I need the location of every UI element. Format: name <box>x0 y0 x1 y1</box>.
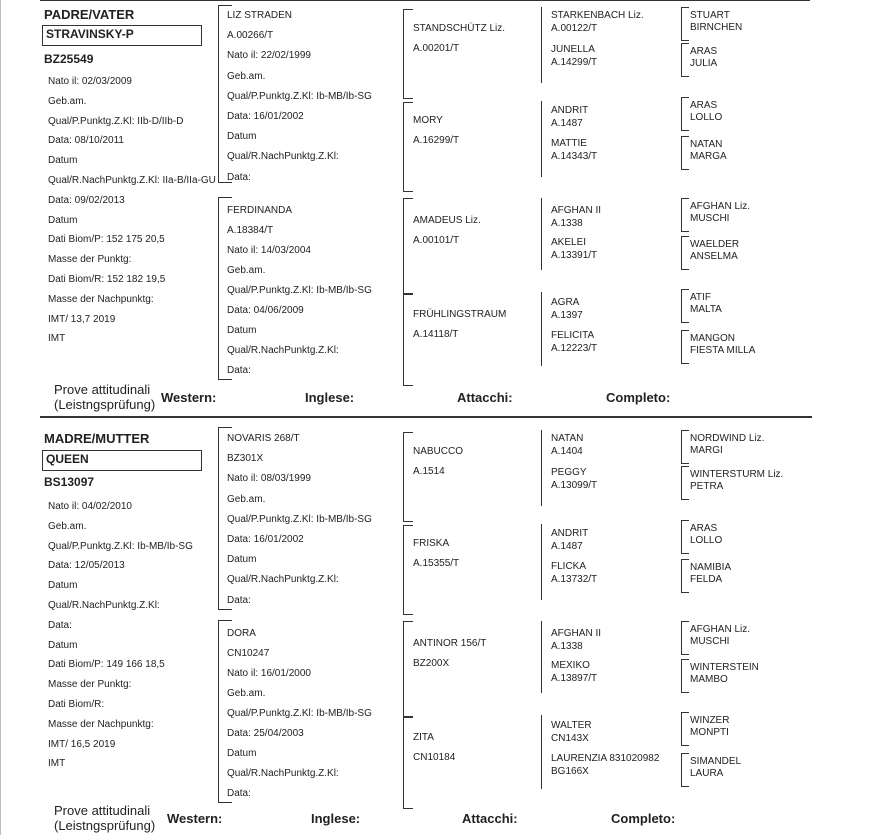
dam-gen1-a-line: Nato il: 08/03/1999 <box>227 473 311 485</box>
sire-gen4-name2: MUSCHI <box>690 213 730 224</box>
page-edge <box>0 0 1 835</box>
dam-gen4-name2: MAMBO <box>690 674 728 685</box>
sire-gen4-bracket <box>681 97 689 131</box>
dam-gen2-name: NABUCCO <box>413 446 464 457</box>
dam-gen3-reg: A.1338 <box>551 641 583 652</box>
sire-gen1-b-line: FERDINANDA <box>227 205 293 216</box>
section-divider <box>40 416 812 418</box>
sire-gen1-a-line: Nato il: 22/02/1999 <box>227 50 311 62</box>
sire-gen2-reg: A.00201/T <box>413 43 460 54</box>
sire-gen4-name2: MARGA <box>690 151 727 162</box>
dam-gen3-reg: A.1404 <box>551 446 583 457</box>
sire-gen4-name2: FIESTA MILLA <box>690 345 756 356</box>
sire-gen3-reg: A.14299/T <box>551 57 598 68</box>
sire-gen1-a-line: Data: 16/01/2002 <box>227 111 304 122</box>
dam-gen4-name: WINTERSTEIN <box>690 662 759 673</box>
sire-heading: PADRE/VATER <box>44 7 135 22</box>
sire-gen3-bracket <box>541 198 542 270</box>
sire-gen2-name: AMADEUS Liz. <box>413 215 481 226</box>
dam-detail-line: Masse der Nachpunktg: <box>48 718 154 730</box>
sire-gen4-name: STUART <box>690 10 730 21</box>
sire-detail-line: Data: 08/10/2011 <box>48 135 124 147</box>
dam-gen4-name2: PETRA <box>690 481 724 492</box>
dam-gen2-bracket <box>403 525 413 615</box>
sire-gen4-bracket <box>681 7 689 41</box>
dam-western-label: Western: <box>167 811 223 826</box>
sire-gen2-name: FRÜHLINGSTRAUM <box>413 309 507 320</box>
sire-gen2-bracket <box>403 198 413 294</box>
dam-gen2-bracket <box>403 717 413 809</box>
dam-gen3-name: LAURENZIA 831020982 <box>551 753 660 764</box>
dam-gen2-reg: A.15355/T <box>413 558 460 569</box>
dam-gen2-reg: CN10184 <box>413 752 456 763</box>
dam-gen3-name: WALTER <box>551 720 592 731</box>
dam-detail-line: Dati Biom/R: <box>48 699 105 710</box>
sire-gen1-a-line: Qual/P.Punktg.Z.Kl: Ib-MB/Ib-SG <box>227 90 372 102</box>
sire-gen2-bracket <box>403 102 413 192</box>
sire-western-label: Western: <box>161 390 217 405</box>
dam-gen4-name: SIMANDEL <box>690 756 742 767</box>
sire-gen3-reg: A.13391/T <box>551 250 598 261</box>
sire-name: STRAVINSKY-P <box>42 25 202 46</box>
sire-gen1-b-line: Data: <box>227 365 251 376</box>
sire-leistung-label: (Leistngsprüfung) <box>54 397 156 412</box>
dam-gen1-b-line: Qual/R.NachPunktg.Z.Kl: <box>227 768 339 779</box>
dam-gen1-a-line: Data: <box>227 594 251 606</box>
dam-gen1-b-line: Qual/P.Punktg.Z.Kl: Ib-MB/Ib-SG <box>227 708 372 719</box>
sire-detail-line: Masse der Punktg: <box>48 254 132 266</box>
sire-gen3-name: ANDRIT <box>551 105 589 116</box>
dam-gen1-a-line: Qual/R.NachPunktg.Z.Kl: <box>227 574 339 586</box>
sire-gen1-a-line: Datum <box>227 131 257 143</box>
dam-gen3-reg: A.13897/T <box>551 673 598 684</box>
sire-attacchi-label: Attacchi: <box>457 390 513 405</box>
dam-gen1-a-line: Geb.am. <box>227 493 266 505</box>
dam-gen3-reg: BG166X <box>551 766 589 777</box>
dam-gen4-name2: MARGI <box>690 445 723 456</box>
dam-gen4-name: WINTERSTURM Liz. <box>690 469 784 480</box>
dam-gen4-name2: MONPTI <box>690 727 729 738</box>
dam-gen3-bracket <box>541 430 542 506</box>
dam-gen4-bracket <box>681 659 689 693</box>
dam-attacchi-label: Attacchi: <box>462 811 518 826</box>
dam-gen1-a-line: NOVARIS 268/T <box>227 433 300 444</box>
sire-gen1-a-line: LIZ STRADEN <box>227 10 293 21</box>
dam-gen1-a-line: Datum <box>227 554 257 566</box>
dam-gen3-name: FLICKA <box>551 561 587 572</box>
sire-gen4-name2: BIRNCHEN <box>690 22 743 33</box>
dam-gen1-b-line: Data: <box>227 788 251 799</box>
dam-gen3-name: NATAN <box>551 433 584 444</box>
dam-gen1-a-line: BZ301X <box>227 453 264 465</box>
sire-gen3-reg: A.1338 <box>551 218 583 229</box>
sire-gen3-reg: A.1397 <box>551 310 583 321</box>
dam-prove-label: Prove attitudinali <box>54 803 151 818</box>
dam-gen4-bracket <box>681 712 689 746</box>
sire-gen2-bracket <box>403 294 413 386</box>
sire-gen2-name: MORY <box>413 115 443 126</box>
sire-gen3-bracket <box>541 101 542 177</box>
sire-gen4-name2: LOLLO <box>690 112 723 123</box>
dam-detail-line: Nato il: 04/02/2010 <box>48 501 132 512</box>
dam-gen4-name2: LOLLO <box>690 535 723 546</box>
dam-gen1-b-line: DORA <box>227 628 256 639</box>
sire-gen1-b-line: Datum <box>227 325 257 336</box>
sire-gen4-name: NATAN <box>690 139 723 150</box>
dam-gen1-b-line: Nato il: 16/01/2000 <box>227 668 311 679</box>
sire-gen1-a-line: Qual/R.NachPunktg.Z.Kl: <box>227 151 339 163</box>
dam-gen3-name: MEXIKO <box>551 660 590 671</box>
top-rule <box>40 0 810 1</box>
dam-gen3-reg: A.13732/T <box>551 574 598 585</box>
dam-gen4-name2: FELDA <box>690 574 723 585</box>
sire-detail-line: Geb.am. <box>48 95 87 107</box>
dam-detail-line: Datum <box>48 580 78 592</box>
sire-gen4-name: AFGHAN Liz. <box>690 201 751 212</box>
sire-gen4-name: ARAS <box>690 100 718 111</box>
dam-gen2-bracket <box>403 621 413 717</box>
dam-gen1-a-line: Qual/P.Punktg.Z.Kl: Ib-MB/Ib-SG <box>227 513 372 525</box>
dam-gen1-b-line: Data: 25/04/2003 <box>227 728 304 739</box>
sire-gen3-name: AKELEI <box>551 237 587 248</box>
dam-gen1-b-line: Geb.am. <box>227 688 266 699</box>
dam-gen3-bracket <box>541 621 542 693</box>
sire-detail-line: IMT <box>48 333 66 345</box>
dam-gen4-bracket <box>681 520 689 554</box>
sire-gen2-reg: A.00101/T <box>413 235 460 246</box>
sire-gen4-bracket <box>681 43 689 77</box>
sire-gen4-bracket <box>681 236 689 270</box>
dam-detail-line: Masse der Punktg: <box>48 679 132 691</box>
sire-gen1-b-line: A.18384/T <box>227 225 274 236</box>
dam-gen4-name2: LAURA <box>690 768 724 779</box>
sire-gen4-bracket <box>681 330 689 364</box>
sire-gen3-name: STARKENBACH Liz. <box>551 10 644 21</box>
dam-detail-line: Datum <box>48 639 78 651</box>
sire-id: BZ25549 <box>44 52 94 66</box>
sire-gen2-bracket <box>403 9 413 99</box>
dam-gen4-bracket <box>681 466 689 500</box>
dam-gen4-bracket <box>681 559 689 593</box>
dam-gen3-reg: CN143X <box>551 733 589 744</box>
sire-gen1-b-line: Qual/P.Punktg.Z.Kl: Ib-MB/Ib-SG <box>227 285 372 296</box>
sire-completo-label: Completo: <box>606 390 671 405</box>
sire-gen4-name: ATIF <box>690 292 711 303</box>
sire-gen4-name: WAELDER <box>690 239 740 250</box>
dam-gen3-name: PEGGY <box>551 467 587 478</box>
dam-gen3-name: ANDRIT <box>551 528 589 539</box>
dam-detail-line: IMT <box>48 758 66 770</box>
sire-gen3-bracket <box>541 7 542 83</box>
sire-gen4-bracket <box>681 289 689 323</box>
sire-detail-line: IMT/ 13,7 2019 <box>48 313 116 325</box>
dam-gen2-reg: BZ200X <box>413 658 450 669</box>
dam-gen3-reg: A.1487 <box>551 541 583 552</box>
sire-gen4-name2: ANSELMA <box>690 251 738 262</box>
dam-detail-line: IMT/ 16,5 2019 <box>48 738 116 750</box>
sire-detail-line: Qual/P.Punktg.Z.Kl: IIb-D/IIb-D <box>48 115 184 127</box>
dam-detail-line: Dati Biom/P: 149 166 18,5 <box>48 659 165 671</box>
sire-detail-line: Dati Biom/R: 152 182 19,5 <box>48 274 166 285</box>
dam-gen3-bracket <box>541 524 542 600</box>
sire-gen3-name: FELICITA <box>551 330 595 341</box>
dam-completo-label: Completo: <box>611 811 676 826</box>
sire-gen1-b-line: Data: 04/06/2009 <box>227 305 304 316</box>
sire-detail-line: Dati Biom/P: 152 175 20,5 <box>48 234 165 246</box>
sire-gen2-reg: A.16299/T <box>413 135 460 146</box>
sire-gen1-b-line: Nato il: 14/03/2004 <box>227 245 311 256</box>
dam-gen2-name: FRISKA <box>413 538 450 549</box>
dam-gen3-bracket <box>541 715 542 789</box>
sire-gen3-name: AGRA <box>551 297 580 308</box>
dam-detail-line: Data: 12/05/2013 <box>48 560 125 572</box>
sire-detail-line: Qual/R.NachPunktg.Z.Kl: IIa-B/IIa-GU <box>48 175 216 186</box>
dam-detail-line: Qual/P.Punktg.Z.Kl: Ib-MB/Ib-SG <box>48 540 193 552</box>
sire-gen1-b-line: Geb.am. <box>227 265 266 276</box>
dam-gen4-name: ARAS <box>690 523 718 534</box>
dam-gen1-a-line: Data: 16/01/2002 <box>227 534 304 545</box>
sire-gen3-reg: A.1487 <box>551 118 583 129</box>
sire-gen4-name: ARAS <box>690 46 718 57</box>
sire-detail-line: Masse der Nachpunktg: <box>48 293 154 305</box>
dam-gen1-b-line: Datum <box>227 748 257 759</box>
sire-gen4-bracket <box>681 136 689 170</box>
sire-gen3-bracket <box>541 292 542 366</box>
sire-prove-label: Prove attitudinali <box>54 382 151 397</box>
sire-gen2-reg: A.14118/T <box>413 329 459 340</box>
sire-inglese-label: Inglese: <box>305 390 355 405</box>
sire-gen3-name: JUNELLA <box>551 44 595 55</box>
dam-gen3-reg: A.13099/T <box>551 480 598 491</box>
dam-gen4-name: NAMIBIA <box>690 562 732 573</box>
sire-gen3-reg: A.12223/T <box>551 343 598 354</box>
dam-gen4-bracket <box>681 430 689 464</box>
dam-detail-line: Data: <box>48 619 72 631</box>
dam-gen4-name: WINZER <box>690 715 730 726</box>
dam-detail-line: Qual/R.NachPunktg.Z.Kl: <box>48 600 160 611</box>
dam-gen2-name: ZITA <box>413 732 434 743</box>
dam-gen4-name: NORDWIND Liz. <box>690 433 765 444</box>
sire-gen1-a-line: A.00266/T <box>227 30 274 42</box>
sire-gen1-b-line: Qual/R.NachPunktg.Z.Kl: <box>227 345 339 356</box>
sire-gen3-name: MATTIE <box>551 138 587 149</box>
dam-inglese-label: Inglese: <box>311 811 361 826</box>
sire-gen4-name2: JULIA <box>690 58 718 69</box>
dam-gen2-reg: A.1514 <box>413 466 445 477</box>
sire-gen3-reg: A.14343/T <box>551 151 598 162</box>
sire-detail-line: Datum <box>48 214 78 226</box>
sire-gen3-name: AFGHAN II <box>551 205 602 216</box>
sire-detail-line: Data: 09/02/2013 <box>48 194 125 206</box>
dam-gen1-b-line: CN10247 <box>227 648 270 659</box>
dam-gen4-name: AFGHAN Liz. <box>690 624 751 635</box>
dam-leistung-label: (Leistngsprüfung) <box>54 818 156 833</box>
sire-gen4-bracket <box>681 198 689 232</box>
dam-gen4-bracket <box>681 621 689 655</box>
dam-gen4-name2: MUSCHI <box>690 636 730 647</box>
dam-detail-line: Geb.am. <box>48 520 87 532</box>
dam-name: QUEEN <box>42 450 202 471</box>
dam-gen2-name: ANTINOR 156/T <box>413 638 487 649</box>
dam-gen2-bracket <box>403 432 413 522</box>
sire-gen4-name: MANGON <box>690 333 735 344</box>
sire-gen1-a-line: Geb.am. <box>227 70 266 82</box>
dam-gen3-name: AFGHAN II <box>551 628 602 639</box>
sire-gen2-name: STANDSCHÜTZ Liz. <box>413 23 506 34</box>
sire-detail-line: Datum <box>48 155 78 167</box>
dam-heading: MADRE/MUTTER <box>44 431 150 446</box>
sire-gen1-a-line: Data: <box>227 171 251 183</box>
sire-gen3-reg: A.00122/T <box>551 23 598 34</box>
sire-detail-line: Nato il: 02/03/2009 <box>48 76 132 87</box>
dam-gen4-bracket <box>681 753 689 787</box>
sire-gen4-name2: MALTA <box>690 304 722 315</box>
dam-id: BS13097 <box>44 475 95 489</box>
